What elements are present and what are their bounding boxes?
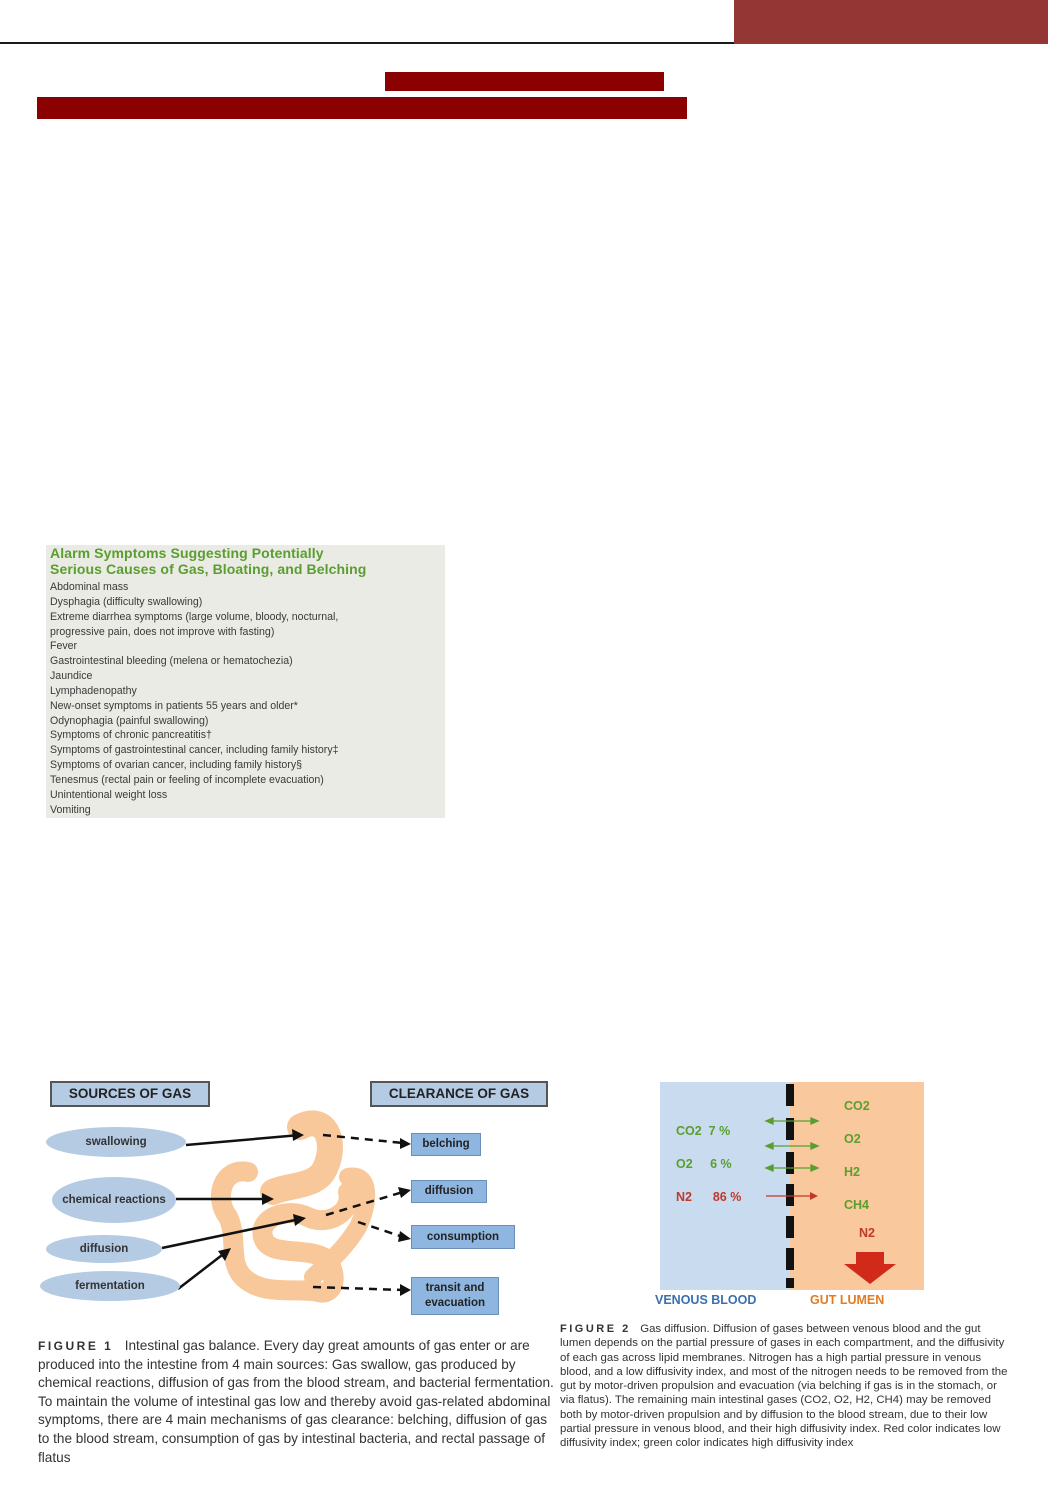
- source-diffusion: diffusion: [46, 1235, 162, 1263]
- list-item: Odynophagia (painful swallowing): [50, 714, 209, 727]
- list-item: progressive pain, does not improve with fasting): [50, 625, 275, 638]
- redacted-title-bar: [385, 72, 664, 91]
- arrow-swallowing: [186, 1135, 300, 1145]
- list-item: Unintentional weight loss: [50, 788, 168, 801]
- list-item: Dysphagia (difficulty swallowing): [50, 595, 203, 608]
- alarm-title-line-2: Serious Causes of Gas, Bloating, and Belching: [50, 561, 367, 577]
- venous-blood-label: VENOUS BLOOD: [655, 1293, 757, 1307]
- gut-lumen-label: GUT LUMEN: [810, 1293, 885, 1307]
- source-swallowing: swallowing: [46, 1127, 186, 1157]
- clearance-belching: belching: [411, 1133, 481, 1156]
- lumen-o2: O2: [844, 1132, 861, 1146]
- membrane-dashes: [786, 1084, 794, 1288]
- list-item: New-onset symptoms in patients 55 years and older*: [50, 699, 298, 712]
- clearance-of-gas-header: CLEARANCE OF GAS: [370, 1081, 548, 1107]
- figure-2-label: FIGURE 2: [560, 1323, 631, 1335]
- venous-n2: N2 86 %: [676, 1190, 742, 1204]
- figure-2-caption: [560, 1322, 1010, 1451]
- lumen-co2: CO2: [844, 1099, 870, 1113]
- list-item: Symptoms of ovarian cancer, including family history§: [50, 759, 303, 772]
- list-item: Tenesmus (rectal pain or feeling of incomplete evacuation): [50, 773, 324, 786]
- source-fermentation: fermentation: [40, 1271, 180, 1301]
- list-item: Gastrointestinal bleeding (melena or hematochezia): [50, 655, 293, 668]
- clearance-transit-evacuation: transit and evacuation: [411, 1277, 499, 1315]
- source-chemical-reactions: chemical reactions: [52, 1177, 176, 1223]
- figure-2-gas-diffusion: [558, 1080, 1010, 1490]
- list-item: Lymphadenopathy: [50, 684, 137, 697]
- venous-co2: CO2 7 %: [676, 1124, 731, 1138]
- lumen-n2: N2: [859, 1226, 875, 1240]
- alarm-symptom-list: [50, 580, 441, 818]
- dash-head-diffusion: [398, 1187, 411, 1198]
- venous-o2: O2 6 %: [676, 1157, 732, 1171]
- list-item: Symptoms of gastrointestinal cancer, including family history‡: [50, 744, 339, 757]
- figure-2-caption-text: Gas diffusion. Diffusion of gases between venous blood and the gut lumen depends on the partial pressure of gases in each compartment, and the diffusivity of each gas across lipid membranes. Nitrogen has a high partial pressure in venous blood, and a low diffusivity index, and most of the nitrogen needs to be removed from the gut by motor-driven propulsion and evacuation (via belching if gas is in the stomach, or via flatus). The remaining main intestinal gases (CO2, O2, H2, CH4) may be removed both by motor-driven propulsion and by diffusion to the blood stream, due to their low partial pressure in venous blood, and their high diffusivity index. Red color indicates low diffusivity index; green color indicates high diffusivity index: [560, 1323, 1008, 1450]
- lumen-h2: H2: [844, 1165, 860, 1179]
- clearance-diffusion: diffusion: [411, 1180, 487, 1203]
- list-item: Jaundice: [50, 670, 93, 683]
- list-item: Abdominal mass: [50, 581, 129, 593]
- dash-head-consumption: [398, 1231, 411, 1242]
- alarm-symptoms-table: [46, 545, 445, 818]
- alarm-table-title: [50, 545, 441, 577]
- list-item: Symptoms of chronic pancreatitis†: [50, 729, 212, 742]
- sources-of-gas-header: SOURCES OF GAS: [50, 1081, 210, 1107]
- clearance-consumption: consumption: [411, 1225, 515, 1249]
- figure-1-caption-text: Intestinal gas balance. Every day great amounts of gas enter or are produced into the intestine from 4 main sources: Gas swallow, gas produced by chemical reactions, diffusion of gas from the blood stream, and bacterial fermentation. To maintain the volume of intestinal gas low and thereby avoid gas-related abdominal symptoms, there are 4 main mechanisms of gas clearance: belching, diffusion of gas to the blood stream, consumption of gas by intestinal bacteria, and rectal passage of flatus: [38, 1338, 554, 1465]
- arrow-fermentation: [178, 1252, 226, 1289]
- figure-1-gas-balance: [38, 1077, 554, 1487]
- dash-head-belching: [400, 1138, 411, 1149]
- n2-down-arrow: [844, 1252, 896, 1284]
- stomach-shape: [273, 1123, 330, 1192]
- header-rule: [0, 42, 734, 44]
- redacted-subtitle-bar: [37, 97, 687, 119]
- list-item: Extreme diarrhea symptoms (large volume, bloody, nocturnal,: [50, 610, 339, 623]
- alarm-title-line-1: Alarm Symptoms Suggesting Potentially: [50, 545, 324, 561]
- figure-1-caption: [38, 1337, 554, 1467]
- list-item: Vomiting: [50, 803, 91, 816]
- header-tab: [734, 0, 1048, 44]
- lumen-ch4: CH4: [844, 1198, 870, 1212]
- figure-1-label: FIGURE 1: [38, 1339, 114, 1353]
- list-item: Fever: [50, 640, 78, 653]
- diffusion-diagram: [558, 1080, 1010, 1320]
- dash-head-transit: [400, 1284, 411, 1296]
